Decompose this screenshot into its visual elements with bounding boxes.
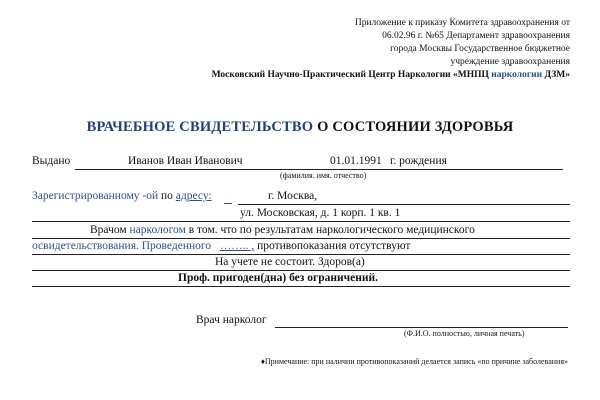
address-label-part-3: адресу:	[175, 190, 212, 202]
body-line-2-part-3: противопоказания отсутствуют	[254, 240, 411, 252]
org-part-1: Московский Научно-Практический Центр Наркологии «МНПЦ	[211, 70, 492, 80]
issued-underline	[75, 169, 563, 170]
signature-label: Врач нарколог	[196, 314, 267, 326]
header-line-3: города Москвы Государственное бюджетное	[390, 44, 570, 54]
body-line-2-part-1: освидетельствования. Проведенного	[32, 240, 212, 252]
org-part-3: ДЗМ»	[542, 70, 570, 80]
birth-label: г. рождения	[390, 155, 447, 167]
signature-underline	[275, 327, 568, 328]
address-label	[32, 190, 212, 202]
body-line-4: Проф. пригоден(дна) без ограничений.	[178, 272, 378, 284]
body-underline-1	[32, 238, 570, 239]
header-line-1: Приложение к приказу Комитета здравоохранения от	[354, 18, 570, 28]
body-line-1-part-2: наркологом	[129, 224, 186, 236]
signature-caption: (Ф.И.О. полностью, личная печать)	[404, 329, 525, 338]
body-line-3: На учете не состоит. Здоров(а)	[215, 256, 365, 268]
address-underline-1	[238, 204, 570, 205]
document-title	[0, 119, 600, 136]
body-line-1-part-3: в том. что по результатам наркологического медицинского	[185, 224, 475, 236]
header-organization	[212, 69, 570, 82]
title-part-1: ВРАЧЕБНОЕ СВИДЕТЕЛЬСТВО	[86, 119, 314, 135]
issued-name: Иванов Иван Иванович	[128, 155, 243, 167]
body-underline-3	[32, 270, 570, 271]
title-part-2: О СОСТОЯНИИ ЗДОРОВЬЯ	[313, 119, 514, 135]
body-underline-4	[32, 286, 570, 287]
body-line-1	[90, 224, 475, 236]
header-line-4: учреждение здравоохранения	[450, 57, 570, 67]
birth-date: 01.01.1991	[330, 155, 382, 167]
body-underline-2	[32, 254, 570, 255]
address-street: ул. Московская, д. 1 корп. 1 кв. 1	[240, 207, 401, 219]
address-city: г. Москва,	[268, 190, 318, 202]
header-line-2: 06.02.96 г. №65 Департамент здравоохранения	[382, 31, 570, 41]
address-label-part-1: Зарегистрированному -ой	[32, 190, 159, 202]
body-line-1-part-1: Врачом	[90, 224, 130, 236]
address-mark	[224, 203, 232, 204]
body-line-2-part-2: …….. ,	[219, 240, 255, 252]
name-caption: (фамилия. имя. отчество)	[280, 171, 367, 180]
body-line-2	[32, 240, 410, 252]
issued-label: Выдано	[32, 155, 71, 167]
org-part-2: наркологии	[491, 70, 543, 80]
address-label-part-2: по	[158, 190, 176, 202]
address-underline-2	[32, 221, 570, 222]
footnote: ♦Примечание: при наличии противопоказаний делается запись «по причине заболевания»	[260, 357, 568, 366]
